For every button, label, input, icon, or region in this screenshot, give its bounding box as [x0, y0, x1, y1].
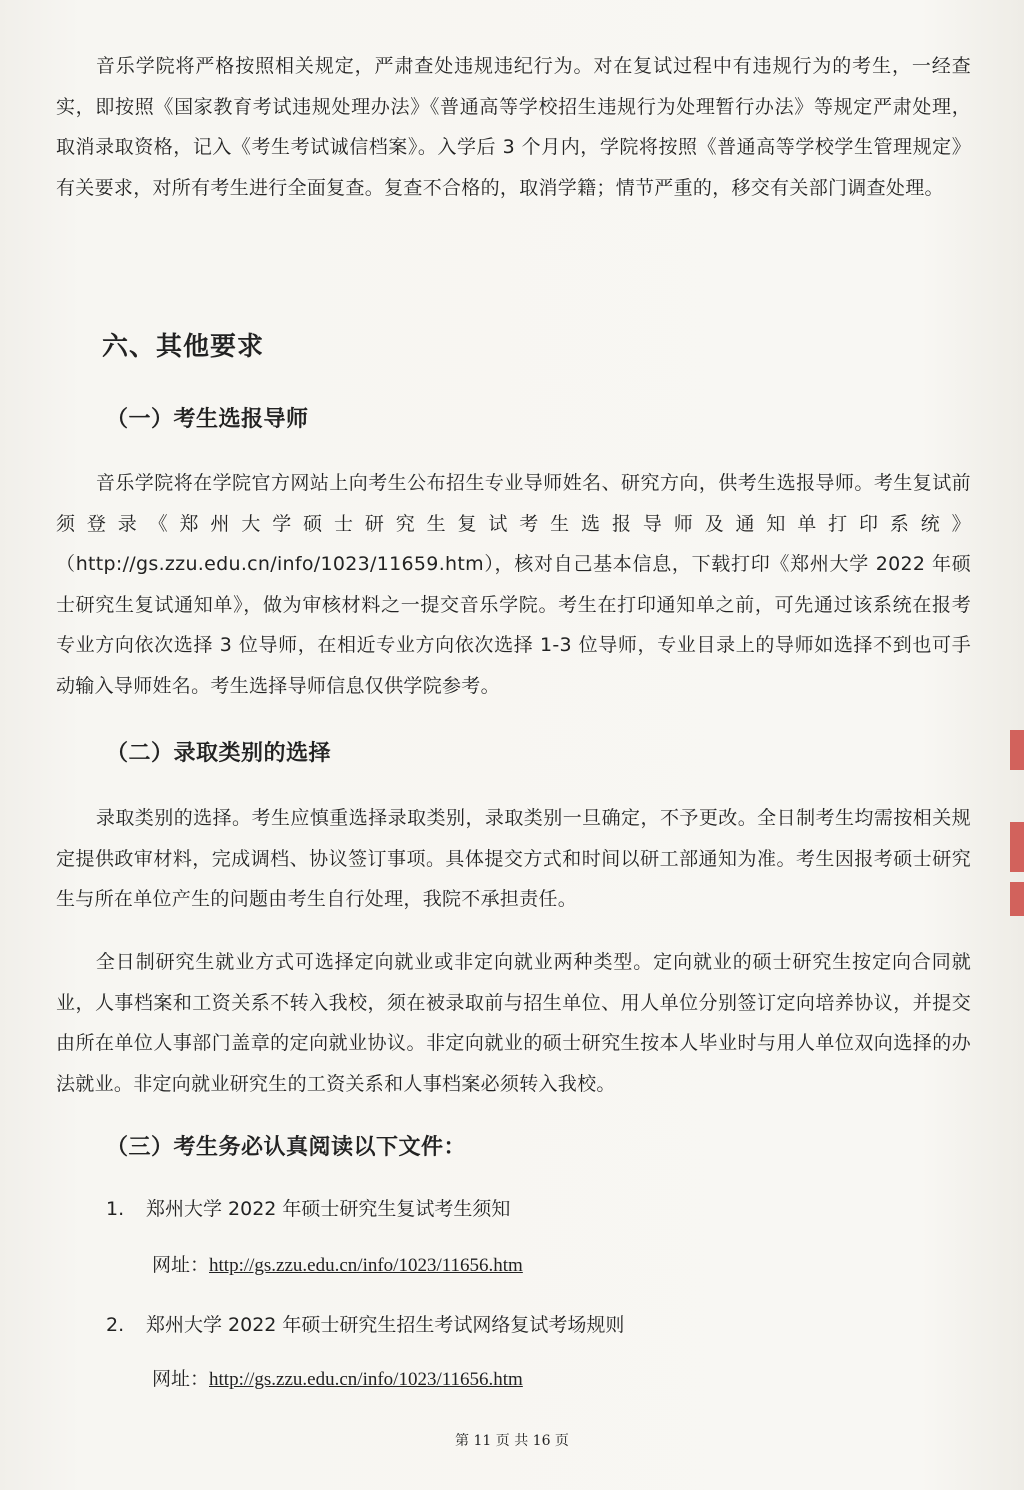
section-heading-other-requirements: 六、其他要求	[102, 332, 265, 362]
red-stamp-edge	[1010, 882, 1024, 916]
url-label: 网址：	[152, 1254, 210, 1276]
paragraph-employment-type: 全日制研究生就业方式可选择定向就业或非定向就业两种类型。定向就业的硕士研究生按定向合同就业，人事档案和工资关系不转入我校，须在被录取前与招生单位、用人单位分别签订定向培养协议，并提交由所在单位人事部门盖章的定向就业协议。非定向就业的硕士研究生按本人毕业时与用人单位双向选择的办法就业。非定向就业研究生的工资关系和人事档案必须转入我校。	[56, 951, 971, 1095]
list-item	[106, 1194, 510, 1221]
subheading-admission-category: （二）录取类别的选择	[106, 741, 332, 766]
subheading-required-reading: （三）考生务必认真阅读以下文件：	[106, 1135, 467, 1160]
page-number-footer: 第 11 页 共 16 页	[455, 1433, 569, 1449]
list-item-number: 2.	[106, 1314, 125, 1336]
list-item-title: 郑州大学 2022 年硕士研究生招生考试网络复试考场规则	[146, 1314, 625, 1336]
list-item-url-line	[152, 1364, 523, 1391]
red-stamp-edge	[1010, 822, 1024, 872]
url-link[interactable]: http://gs.zzu.edu.cn/info/1023/11656.htm	[209, 1369, 523, 1390]
paragraph-violation: 音乐学院将严格按照相关规定，严肃查处违规违纪行为。对在复试过程中有违规行为的考生，一经查实，即按照《国家教育考试违规处理办法》《普通高等学校招生违规行为处理暂行办法》等规定严肃处理，取消录取资格，记入《考生考试诚信档案》。入学后 3 个月内，学院将按照《普通高等学校学生管理规定》有关要求，对所有考生进行全面复查。复查不合格的，取消学籍；情节严重的，移交有关部门调查处理。	[56, 55, 971, 199]
list-item-title: 郑州大学 2022 年硕士研究生复试考生须知	[146, 1198, 511, 1220]
subheading-choose-advisor: （一）考生选报导师	[106, 407, 309, 432]
paragraph-choose-advisor: 音乐学院将在学院官方网站上向考生公布招生专业导师姓名、研究方向，供考生选报导师。考生复试前须登录《郑州大学硕士研究生复试考生选报导师及通知单打印系统》（http://gs.zzu.edu.cn/info/1023/11659.htm），核对自己基本信息，下载打印《郑州大学 2022 年硕士研究生复试通知单》，做为审核材料之一提交音乐学院。考生在打印通知单之前，可先通过该系统在报考专业方向依次选择 3 位导师，在相近专业方向依次选择 1-3 位导师，专业目录上的导师如选择不到也可手动输入导师姓名。考生选择导师信息仅供学院参考。	[56, 472, 971, 697]
list-item-url-line	[152, 1250, 523, 1277]
red-stamp-edge	[1010, 730, 1024, 770]
url-link[interactable]: http://gs.zzu.edu.cn/info/1023/11656.htm	[209, 1255, 523, 1276]
list-item	[106, 1310, 624, 1337]
url-label: 网址：	[152, 1368, 210, 1390]
paragraph-admission-category: 录取类别的选择。考生应慎重选择录取类别，录取类别一旦确定，不予更改。全日制考生均需按相关规定提供政审材料，完成调档、协议签订事项。具体提交方式和时间以研工部通知为准。考生因报考硕士研究生与所在单位产生的问题由考生自行处理，我院不承担责任。	[56, 807, 971, 910]
list-item-number: 1.	[106, 1198, 125, 1220]
